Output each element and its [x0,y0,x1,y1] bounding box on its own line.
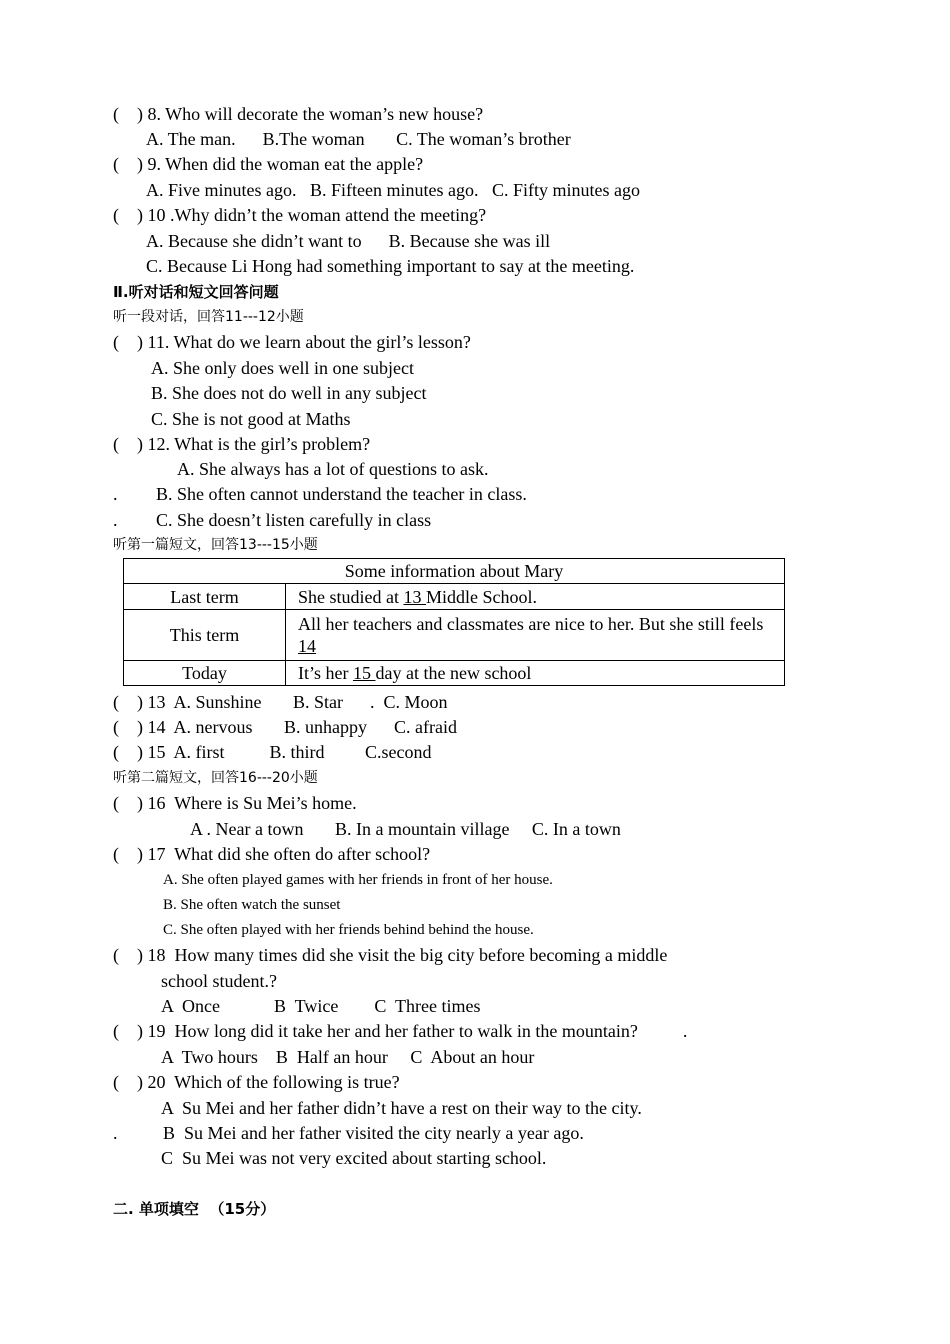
q19-stem: ( ) 19 How long did it take her and her father to walk in the mountain? . [113,1021,688,1041]
row-label-this-term: This term [124,610,286,661]
q10-option-c: C. Because Li Hong had something important to say at the meeting. [146,256,635,276]
q9-options: A. Five minutes ago. B. Fifteen minutes ago. C. Fifty minutes ago [146,180,640,200]
row-value-last-term: She studied at 13 Middle School. [286,584,785,610]
passage2-instruction: 听第二篇短文，回答16---20小题 [113,770,318,786]
q20-option-c: C Su Mei was not very excited about starting school. [161,1148,547,1168]
q18-stem-cont: school student.? [161,971,277,991]
q20-option-b: B Su Mei and her father visited the city nearly a year ago. [163,1123,584,1143]
table-header: Some information about Mary [124,559,785,584]
q13-line: ( ) 13 A. Sunshine B. Star . C. Moon [113,692,448,712]
q11-stem: ( ) 11. What do we learn about the girl’s lesson? [113,332,471,352]
dialog-instruction: 听一段对话，回答11---12小题 [113,309,304,325]
q8-stem: ( ) 8. Who will decorate the woman’s new house? [113,104,484,124]
q15-line: ( ) 15 A. first B. third C.second [113,742,432,762]
row-value-today: It’s her 15 day at the new school [286,661,785,686]
q16-options: A . Near a town B. In a mountain village C. In a town [190,819,621,839]
passage1-instruction: 听第一篇短文，回答13---15小题 [113,537,318,553]
q11-option-c: C. She is not good at Maths [151,409,351,429]
blank-13: 13 [403,586,426,607]
q8-options: A. The man. B.The woman C. The woman’s brother [146,129,571,149]
q20-option-a: A Su Mei and her father didn’t have a rest on their way to the city. [161,1098,642,1118]
mary-info-table [123,558,785,686]
section2-title: Ⅱ.听对话和短文回答问题 [113,283,279,301]
blank-14: 14 [298,636,316,656]
q9-stem: ( ) 9. When did the woman eat the apple? [113,154,424,174]
part2-title: 二. 单项填空 （15分） [113,1200,276,1218]
q10-options-ab: A. Because she didn’t want to B. Because she was ill [146,231,551,251]
q10-stem: ( ) 10 .Why didn’t the woman attend the meeting? [113,205,487,225]
row-label-today: Today [124,661,286,686]
q18-options: A Once B Twice C Three times [161,996,481,1016]
q12-stem: ( ) 12. What is the girl’s problem? [113,434,371,454]
q17-option-b: B. She often watch the sunset [163,897,341,913]
q12-option-a: A. She always has a lot of questions to ask. [177,459,489,479]
q12-option-c: C. She doesn’t listen carefully in class [156,510,432,530]
q17-option-a: A. She often played games with her friends in front of her house. [163,872,553,888]
q11-option-a: A. She only does well in one subject [151,358,414,378]
q16-stem: ( ) 16 Where is Su Mei’s home. [113,793,357,813]
q12-option-b: B. She often cannot understand the teacher in class. [156,484,527,504]
q11-option-b: B. She does not do well in any subject [151,383,427,403]
q20-dot-b: . [113,1123,118,1143]
blank-15: 15 [352,663,376,683]
q19-options: A Two hours B Half an hour C About an hour [161,1047,535,1067]
q12-dot-b: . [113,484,118,504]
row-label-last-term: Last term [124,584,286,610]
row-value-this-term: All her teachers and classmates are nice to her. But she still feels 14 [286,610,785,661]
q17-option-c: C. She often played with her friends behind behind the house. [163,922,534,938]
q17-stem: ( ) 17 What did she often do after school? [113,844,431,864]
q14-line: ( ) 14 A. nervous B. unhappy C. afraid [113,717,457,737]
q20-stem: ( ) 20 Which of the following is true? [113,1072,400,1092]
q18-stem: ( ) 18 How many times did she visit the big city before becoming a middle [113,945,668,965]
q12-dot-c: . [113,510,118,530]
